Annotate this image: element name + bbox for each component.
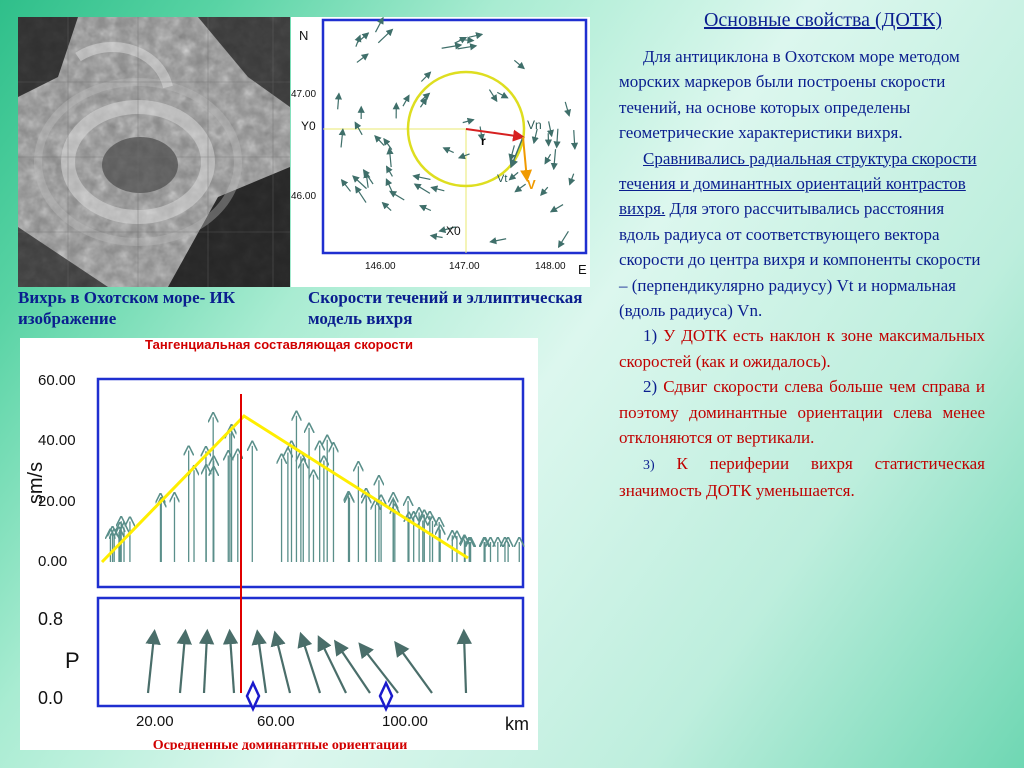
xtick-147: 147.00	[449, 261, 480, 272]
finding-2	[619, 374, 985, 450]
dominant-orientation-arrow	[148, 633, 154, 693]
xunit-label: km	[505, 714, 529, 734]
north-label: N	[299, 28, 309, 43]
dominant-orientation-arrow	[361, 646, 398, 693]
xtick-148: 148.00	[535, 261, 566, 272]
ytick-40: 40.00	[38, 432, 76, 449]
main-text-block	[619, 44, 985, 503]
vn-label: Vn	[527, 118, 542, 132]
p-axis-label: P	[65, 648, 80, 673]
vt-label: Vt	[497, 173, 508, 185]
dominant-orientation-arrow	[230, 633, 234, 693]
paragraph-method: Для антициклона в Охотском море методом морских маркеров были построены скорости течений, на основе которых определены геометрические характеристики вихря.	[619, 47, 960, 143]
finding-1-text: У ДОТК есть наклон к зоне максимальных скоростей (как и ожидалось).	[619, 326, 986, 371]
tangential-plot-header: Тангенциальная составляющая скорости	[145, 338, 413, 352]
ytick-60: 60.00	[38, 372, 76, 389]
finding-2-number: 2)	[643, 377, 658, 397]
dominant-orientation-arrow	[464, 633, 466, 693]
paragraph-comparison-underlined: Сравнивались радиальная структура скорости течения и доминантных ориентаций контрастов вихря.	[619, 148, 977, 219]
radius-label: r	[481, 134, 486, 148]
finding-3-text: К периферии вихря статистическая значимость ДОТК уменьшается.	[619, 453, 985, 500]
xtick-60: 60.00	[257, 713, 295, 730]
dominant-orientation-arrow	[301, 636, 320, 693]
ir-image-caption	[18, 287, 298, 329]
v-label: V	[527, 177, 536, 192]
xtick-146: 146.00	[365, 261, 396, 272]
vector-plot-caption	[308, 287, 618, 329]
dominant-orientation-arrow	[397, 644, 432, 693]
tangential-plot-footer: Осредненные доминантные ориентации	[152, 738, 408, 750]
finding-1	[619, 323, 985, 374]
ir-image-caption-text: Вихрь в Охотском море- ИК изображение	[18, 288, 236, 328]
finding-1-number: 1)	[643, 326, 658, 346]
ytick-20: 20.00	[38, 493, 76, 510]
paragraph-comparison-rest: Для этого рассчитывались расстояния вдоль радиуса от соответствующего вектора скорости до центра вихря и компоненты скорости – (перпендикулярно радиусу) Vt и нормальная (вдоль радиуса) Vn.	[619, 199, 981, 321]
xtick-20: 20.00	[136, 713, 174, 730]
east-label: E	[578, 262, 587, 277]
finding-3-number: 3)	[643, 457, 655, 473]
paragraph-comparison	[619, 146, 985, 324]
tangential-velocity-plot	[20, 338, 538, 750]
dominant-orientation-arrow	[275, 635, 290, 693]
x0-label: X0	[446, 224, 461, 238]
ytick-46: 46.00	[291, 191, 317, 202]
ptick-08: 0.8	[38, 609, 64, 629]
dominant-orientation-arrow	[204, 633, 207, 693]
velocity-vector-plot	[291, 17, 590, 287]
dominant-orientation-arrow	[320, 639, 346, 693]
velocity-axis-label: sm/s	[25, 461, 47, 505]
y0-label: Y0	[301, 119, 316, 133]
finding-3	[619, 451, 985, 504]
ytick-47: 47.00	[291, 89, 317, 100]
xtick-100: 100.00	[382, 713, 428, 730]
vector-plot-caption-text: Скорости течений и эллиптическая модель вихря	[308, 288, 583, 328]
dominant-orientation-arrow	[180, 633, 185, 693]
page-title: Основные свойства (ДОТК)	[703, 9, 942, 31]
ytick-0: 0.00	[38, 553, 68, 570]
dominant-orientation-arrow	[258, 634, 266, 693]
ptick-00: 0.0	[38, 688, 64, 708]
ir-satellite-image	[18, 17, 290, 287]
finding-2-text: Сдвиг скорости слева больше чем справа и поэтому доминантные ориентации слева менее отклоняются от вертикали.	[619, 377, 985, 448]
